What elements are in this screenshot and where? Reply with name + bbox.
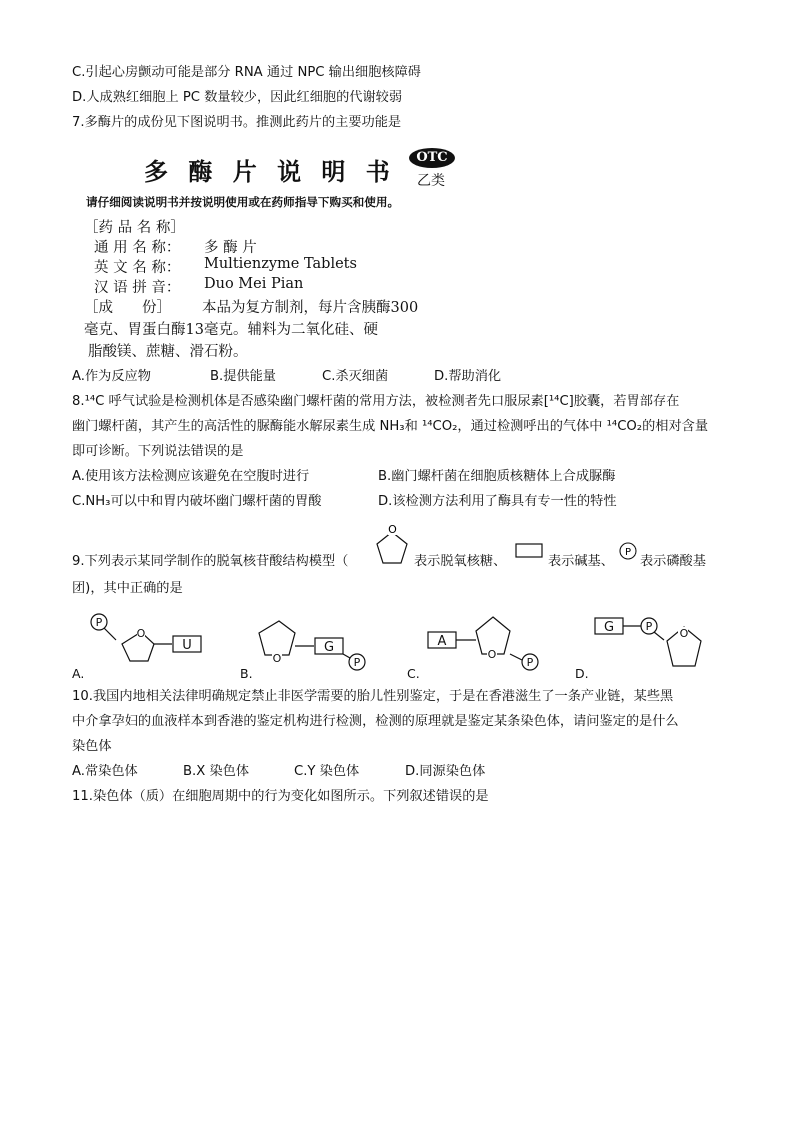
option-d-base-label: G (603, 620, 615, 635)
q9-option-c-letter: C. (407, 666, 420, 681)
q9-line-1-pre: 9.下列表示某同学制作的脱氧核苷酸结构模型（ (72, 554, 349, 569)
question-11: 11.染色体（质）在细胞周期中的行为变化如图所示。下列叙述错误的是 (72, 789, 489, 804)
question-7: 7.多酶片的成份见下图说明书。推测此药片的主要功能是 (72, 115, 402, 130)
english-name-value: Multienzyme Tablets (204, 256, 357, 272)
option-d-ring-o-label: O (679, 627, 689, 640)
pinyin-label: 汉 语 拼 音： (94, 280, 181, 296)
leaflet-note: 请仔细阅读说明书并按说明使用或在药师指导下购买和使用。 (86, 195, 400, 209)
base-legend-icon (514, 542, 546, 560)
q7-option-a: A.作为反应物 (72, 369, 151, 384)
composition-line-3: 脂酸镁、蔗糖、滑石粉。 (88, 344, 248, 360)
english-name-label: 英 文 名 称： (94, 260, 181, 276)
option-b-ring-o-label: O (272, 652, 282, 665)
sugar-ring-legend-icon (364, 520, 412, 568)
option-c-ring-o-label: O (487, 648, 497, 661)
q8-options-row-1 (72, 468, 615, 486)
q8-option-a: A.使用该方法检测应该避免在空腹时进行 (72, 469, 310, 484)
q10-options (72, 763, 485, 781)
q6-option-c: C.引起心房颤动可能是部分 RNA 通过 NPC 输出细胞核障碍 (72, 65, 421, 80)
q10-option-a: A.常染色体 (72, 764, 138, 779)
generic-name-label: 通 用 名 称： (94, 240, 181, 256)
q9-option-b-letter: B. (240, 666, 253, 681)
generic-name-value: 多 酶 片 (204, 240, 257, 256)
option-a-base-label: U (182, 638, 192, 653)
q7-option-d: D.帮助消化 (434, 369, 502, 384)
q7-options (72, 368, 501, 386)
q10-option-b: B.X 染色体 (183, 764, 250, 779)
phosphate-legend-icon (619, 542, 639, 562)
q8-options-row-2 (72, 493, 617, 511)
q8-line-3: 即可诊断。下列说法错误的是 (72, 444, 244, 459)
option-a-phosphate-label: P (95, 616, 103, 629)
q9-model-options (0, 600, 794, 684)
ring-oxygen-label: O (388, 523, 397, 536)
composition-line-2: 毫克、胃蛋白酶13毫克。辅料为二氧化硅、硬 (84, 322, 378, 338)
q9-option-a-letter: A. (72, 666, 85, 681)
option-c-base-label: A (437, 634, 447, 649)
q9-line-1-sugar: 表示脱氧核糖、 (414, 554, 507, 569)
q6-option-d: D.人成熟红细胞上 PC 数量较少，因此红细胞的代谢较弱 (72, 90, 403, 105)
q9-option-d-letter: D. (575, 666, 589, 681)
q7-option-b: B.提供能量 (210, 369, 276, 384)
composition-line-1: 本品为复方制剂，每片含胰酶300 (202, 300, 419, 316)
q9-line-1-phosphate: 表示磷酸基 (640, 554, 706, 569)
phosphate-legend-label: P (624, 547, 632, 558)
otc-class: 乙类 (417, 173, 445, 189)
drug-leaflet (84, 144, 484, 364)
composition-label: ［成 份］ (84, 300, 171, 316)
q9-line-2: 团)，其中正确的是 (72, 581, 183, 596)
leaflet-title: 多 酶 片 说 明 书 (144, 157, 396, 186)
option-a-ring-o-label: O (136, 627, 146, 640)
q8-option-b: B.幽门螺杆菌在细胞质核糖体上合成脲酶 (378, 469, 616, 484)
pinyin-value: Duo Mei Pian (204, 276, 304, 292)
q8-option-d: D.该检测方法利用了酶具有专一性的特性 (378, 494, 617, 509)
q8-line-2: 幽门螺杆菌，其产生的高活性的脲酶能水解尿素生成 NH₃和 ¹⁴CO₂，通过检测呼出的气体中 ¹⁴CO₂的相对含量 (72, 419, 709, 434)
leaflet-section: ［药 品 名 称］ (84, 220, 185, 236)
q10-line-1: 10.我国内地相关法律明确规定禁止非医学需要的胎儿性别鉴定，于是在香港滋生了一条产业链，某些黑 (72, 689, 674, 704)
q10-option-c: C.Y 染色体 (294, 764, 360, 779)
option-d-phosphate-label: P (645, 620, 653, 633)
q8-line-1: 8.¹⁴C 呼气试验是检测机体是否感染幽门螺杆菌的常用方法，被检测者先口服尿素[¹⁴C]胶囊，若胃部存在 (72, 394, 680, 409)
q7-option-c: C.杀灭细菌 (322, 369, 389, 384)
option-b-base-label: G (323, 640, 335, 655)
q10-line-2: 中介拿孕妇的血液样本到香港的鉴定机构进行检测，检测的原理就是鉴定某条染色体，请问鉴定的是什么 (72, 714, 679, 729)
q10-option-d: D.同源染色体 (405, 764, 486, 779)
option-c-phosphate-label: P (526, 656, 534, 669)
q9-line-1-base: 表示碱基、 (548, 554, 614, 569)
option-b-phosphate-label: P (353, 656, 361, 669)
q10-line-3: 染色体 (72, 739, 112, 754)
otc-badge: OTC (409, 148, 455, 168)
q8-option-c: C.NH₃可以中和胃内破坏幽门螺杆菌的胃酸 (72, 494, 322, 509)
